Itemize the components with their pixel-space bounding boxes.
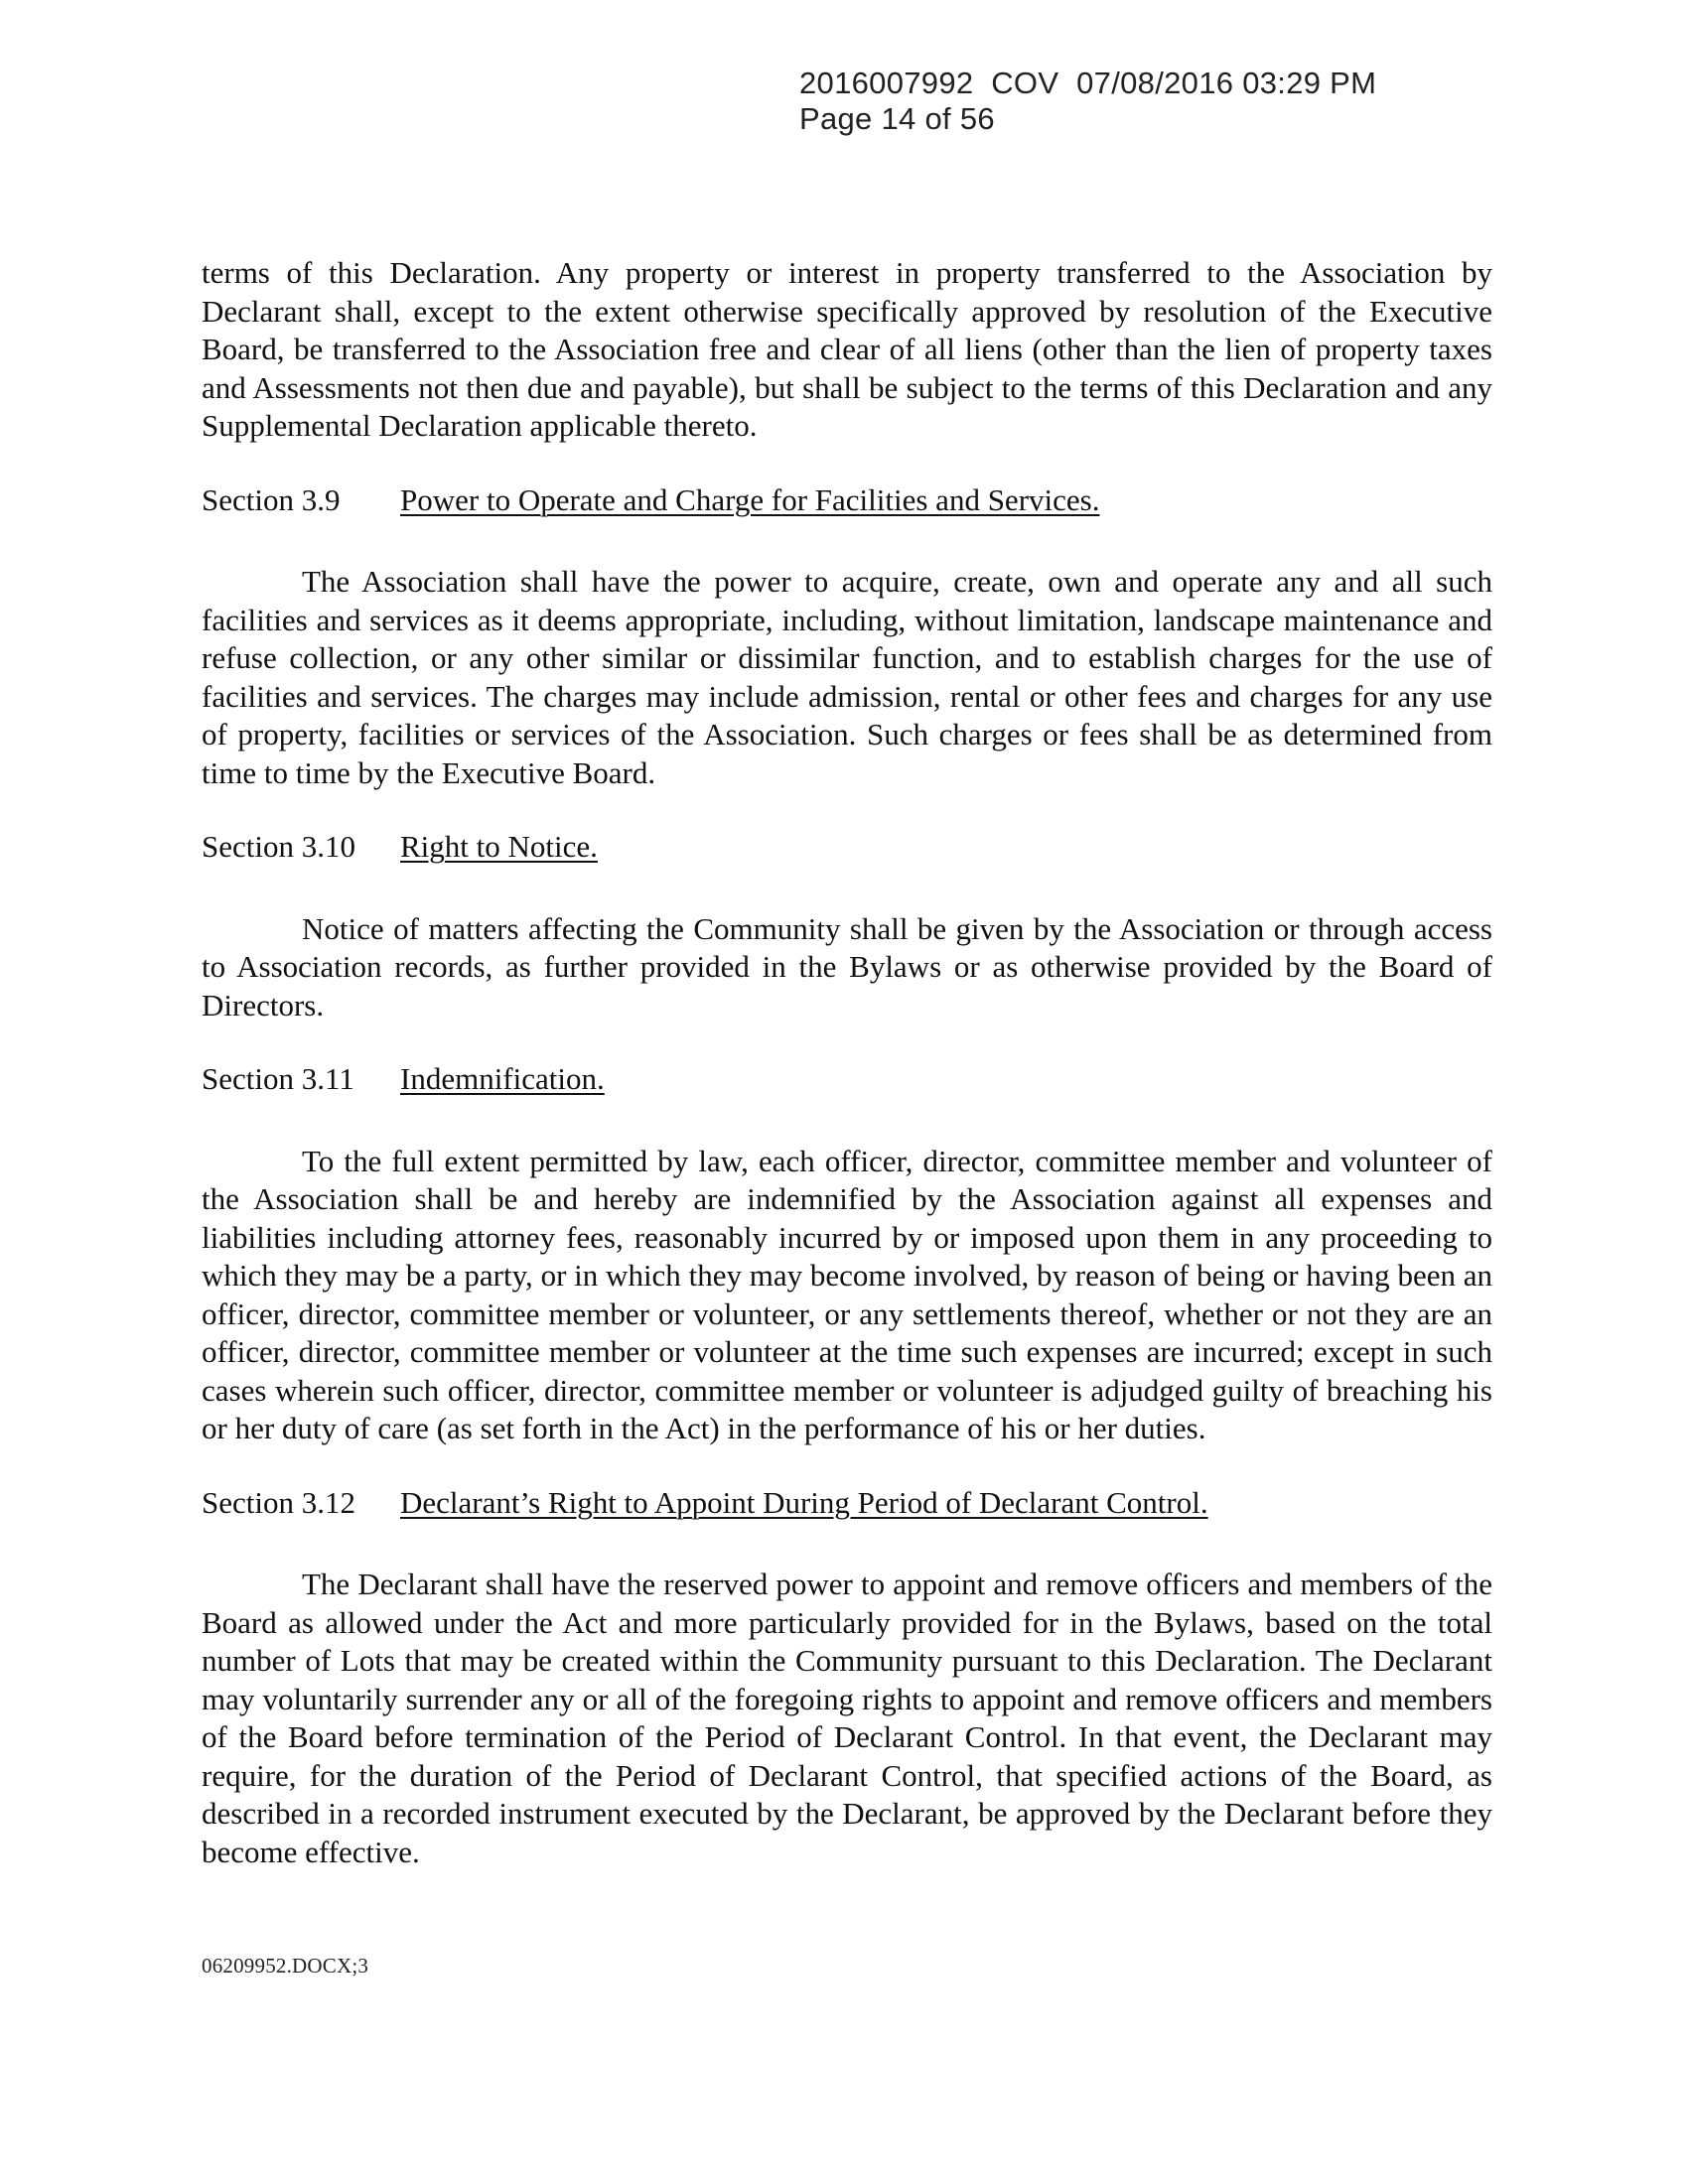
section-title: Indemnification. — [400, 1061, 605, 1096]
section-title: Power to Operate and Charge for Facilities and Services. — [400, 481, 1100, 517]
page-number-line: Page 14 of 56 — [799, 101, 995, 136]
section-3-9-paragraph: The Association shall have the power to acquire, create, own and operate any and all such facilities and services as it deems appropriate, including, without limitation, landscape maintenance and refuse collection, or any other similar or dissimilar function, and to establish charges for the use of facilities and services. The charges may include admission, rental or other fees and charges for any use of property, facilities or services of the Association. Such charges or fees shall be as determined from time to time by the Executive Board. — [202, 564, 1492, 790]
section-3-10-paragraph: Notice of matters affecting the Community shall be given by the Association or through access to Association records, as further provided in the Bylaws or as otherwise provided by the Board of Directors. — [202, 910, 1492, 1023]
intro-paragraph: terms of this Declaration. Any property or interest in property transferred to the Association by Declarant shall, except to the extent otherwise specifically approved by resolution of the Executive Board, be transferred to the Association free and clear of all liens (other than the lien of property taxes and Assessments not then due and payable), but shall be subject to the terms of this Declaration and any Supplemental Declaration applicable thereto. — [202, 255, 1492, 443]
section-title: Declarant’s Right to Appoint During Period of Declarant Control. — [400, 1484, 1208, 1520]
recording-stamp — [799, 66, 1376, 137]
section-3-11-heading — [202, 1060, 1492, 1099]
recording-number-line: 2016007992 COV 07/08/2016 03:29 PM — [799, 66, 1377, 100]
section-number: Section 3.11 — [202, 1061, 354, 1096]
section-3-12-paragraph: The Declarant shall have the reserved power to appoint and remove officers and members of the Board as allowed under the Act and more particularly provided for in the Bylaws, based on the total number of Lots that may be created within the Community pursuant to this Declaration. The Declarant may voluntarily surrender any or all of the foregoing rights to appoint and remove officers and members of the Board before termination of the Period of Declarant Control. In that event, the Declarant may require, for the duration of the Period of Declarant Control, that specified actions of the Board, as described in a recorded instrument executed by the Declarant, be approved by the Declarant before they become effective. — [202, 1567, 1492, 1869]
section-number: Section 3.10 — [202, 829, 355, 864]
section-title: Right to Notice. — [400, 829, 598, 864]
section-3-9-heading — [202, 481, 1492, 520]
document-id-footer: 06209952.DOCX;3 — [202, 1954, 369, 1978]
section-number: Section 3.9 — [202, 481, 341, 517]
section-3-10-heading — [202, 828, 1492, 867]
document-body — [202, 254, 1492, 1871]
section-number: Section 3.12 — [202, 1484, 355, 1520]
section-3-11-paragraph: To the full extent permitted by law, each officer, director, committee member and volunteer of the Association shall be and hereby are indemnified by the Association against all expenses and liabilities including attorney fees, reasonably incurred by or imposed upon them in any proceeding to which they may be a party, or in which they may become involved, by reason of being or having been an officer, director, committee member or volunteer, or any settlements thereof, whether or not they are an officer, director, committee member or volunteer at the time such expenses are incurred; except in such cases wherein such officer, director, committee member or volunteer is adjudged guilty of breaching his or her duty of care (as set forth in the Act) in the performance of his or her duties. — [202, 1143, 1492, 1445]
section-3-12-heading — [202, 1484, 1492, 1523]
